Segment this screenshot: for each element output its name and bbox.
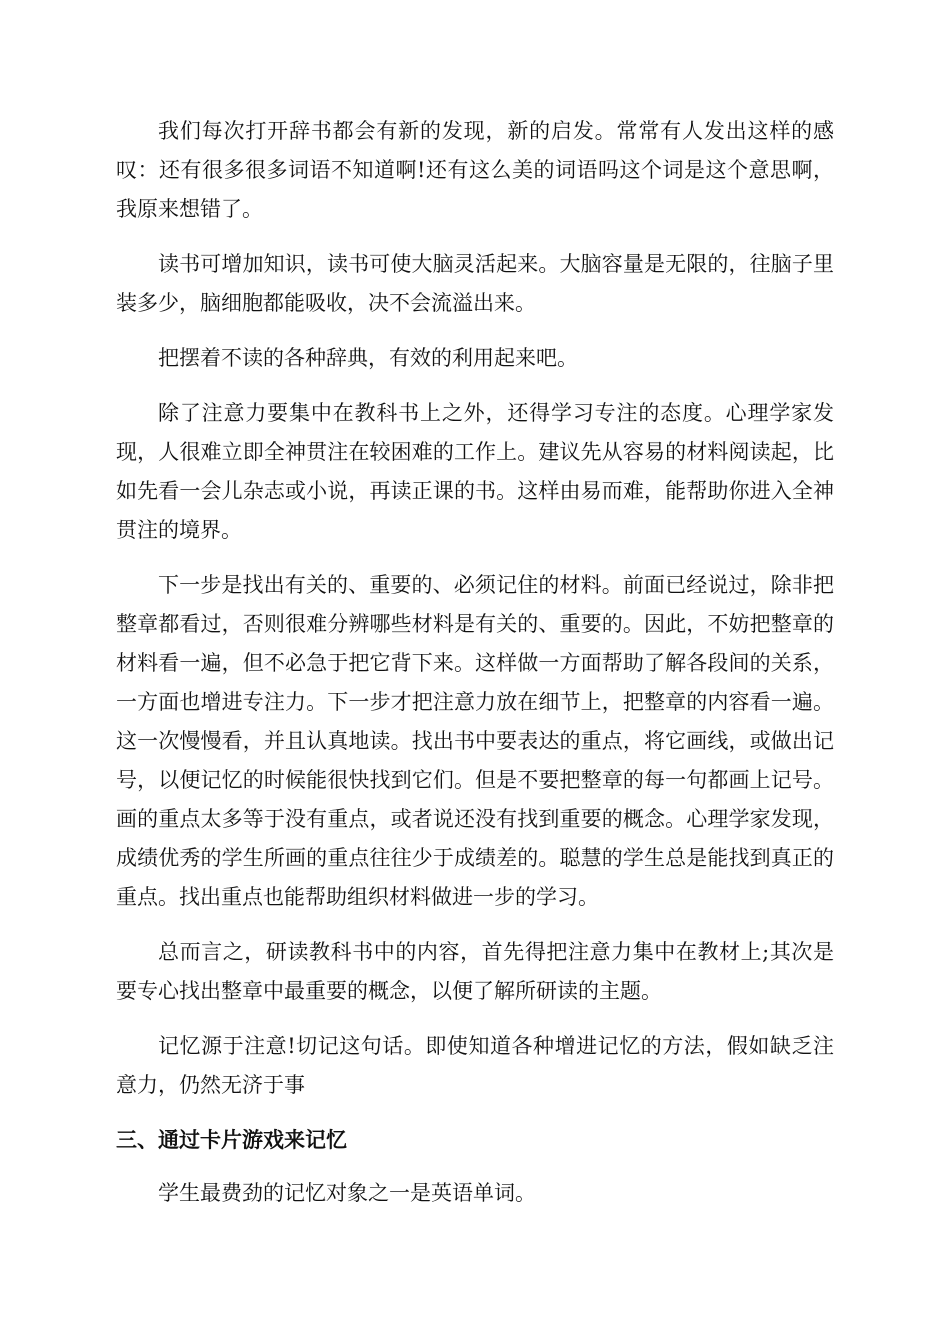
paragraph: 记忆源于注意!切记这句话。即使知道各种增进记忆的方法，假如缺乏注意力，仍然无济于事 (116, 1034, 834, 1097)
paragraph: 除了注意力要集中在教科书上之外，还得学习专注的态度。心理学家发现，人很难立即全神贯注在较困难的工作上。建议先从容易的材料阅读起，比如先看一会儿杂志或小说，再读正课的书。这样由易而难，能帮助你进入全神贯注的境界。 (116, 401, 834, 542)
paragraph: 下一步是找出有关的、重要的、必须记住的材料。前面已经说过，除非把整章都看过，否则很难分辨哪些材料是有关的、重要的。因此，不妨把整章的材料看一遍，但不必急于把它背下来。这样做一方面帮助了解各段间的关系，一方面也增进专注力。下一步才把注意力放在细节上，把整章的内容看一遍。这一次慢慢看，并且认真地读。找出书中要表达的重点，将它画线，或做出记号，以便记忆的时候能很快找到它们。但是不要把整章的每一句都画上记号。画的重点太多等于没有重点，或者说还没有找到重要的概念。心理学家发现，成绩优秀的学生所画的重点往往少于成绩差的。聪慧的学生总是能找到真正的重点。找出重点也能帮助组织材料做进一步的学习。 (116, 573, 834, 909)
paragraph: 学生最费劲的记忆对象之一是英语单词。 (158, 1181, 536, 1205)
paragraph: 总而言之，研读教科书中的内容，首先得把注意力集中在教材上;其次是要专心找出整章中最重要的概念，以便了解所研读的主题。 (116, 940, 834, 1003)
paragraph: 把摆着不读的各种辞典，有效的利用起来吧。 (158, 346, 578, 370)
paragraph: 读书可增加知识，读书可使大脑灵活起来。大脑容量是无限的，往脑子里装多少，脑细胞都能吸收，决不会流溢出来。 (116, 252, 834, 315)
section-heading: 三、通过卡片游戏来记忆 (116, 1128, 347, 1152)
paragraph: 我们每次打开辞书都会有新的发现，新的启发。常常有人发出这样的感叹：还有很多很多词语不知道啊!还有这么美的词语吗这个词是这个意思啊，我原来想错了。 (116, 119, 834, 221)
document-body (116, 112, 834, 1229)
